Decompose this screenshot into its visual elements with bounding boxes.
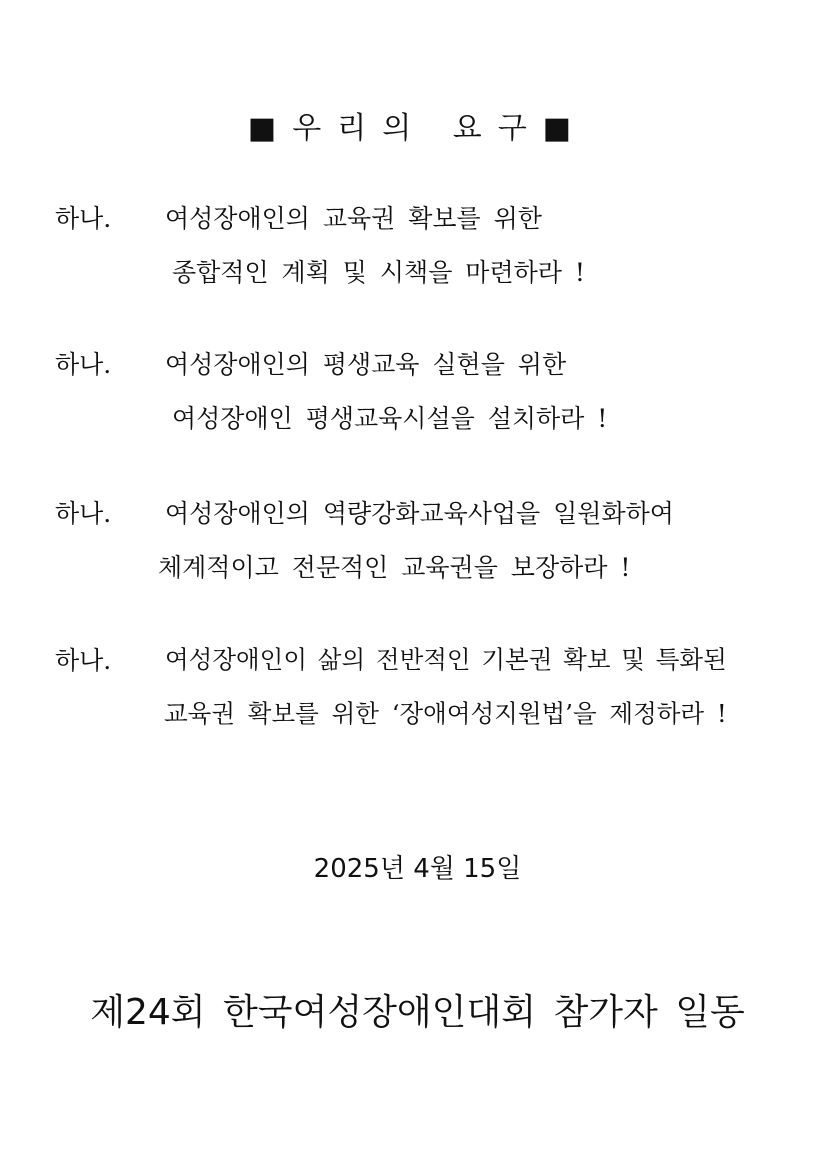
document-signature: 제24회 한국여성장애인대회 참가자 일동 — [90, 992, 745, 1033]
demand-item — [0, 494, 835, 604]
demand-prefix: 하나. — [55, 499, 112, 528]
demand-text-line-1: 여성장애인의 역량강화교육사업을 일원화하여 — [165, 499, 674, 528]
demand-text-line-1: 여성장애인의 평생교육 실현을 위한 — [165, 350, 567, 379]
document-title: ■우리의 요구■ — [247, 111, 588, 146]
demand-text-line-2: 종합적인 계획 및 시책을 마련하라 ! — [172, 258, 585, 287]
demand-prefix: 하나. — [55, 350, 112, 379]
demand-text-line-1: 여성장애인의 교육권 확보를 위한 — [165, 204, 542, 233]
demand-text-line-2: 체계적이고 전문적인 교육권을 보장하라 ! — [158, 553, 631, 582]
demand-prefix: 하나. — [55, 646, 112, 675]
demand-prefix: 하나. — [55, 204, 112, 233]
demand-text-line-2: 교육권 확보를 위한 ‘장애여성지원법’을 제정하라 ! — [164, 699, 727, 728]
demand-item — [0, 199, 835, 309]
demand-text-line-1: 여성장애인이 삶의 전반적인 기본권 확보 및 특화된 — [165, 645, 727, 674]
demand-text-line-2: 여성장애인 평생교육시설을 설치하라 ! — [172, 404, 608, 433]
demand-item — [0, 345, 835, 455]
demand-item — [0, 641, 835, 751]
document-date: 2025년 4월 15일 — [313, 854, 522, 884]
